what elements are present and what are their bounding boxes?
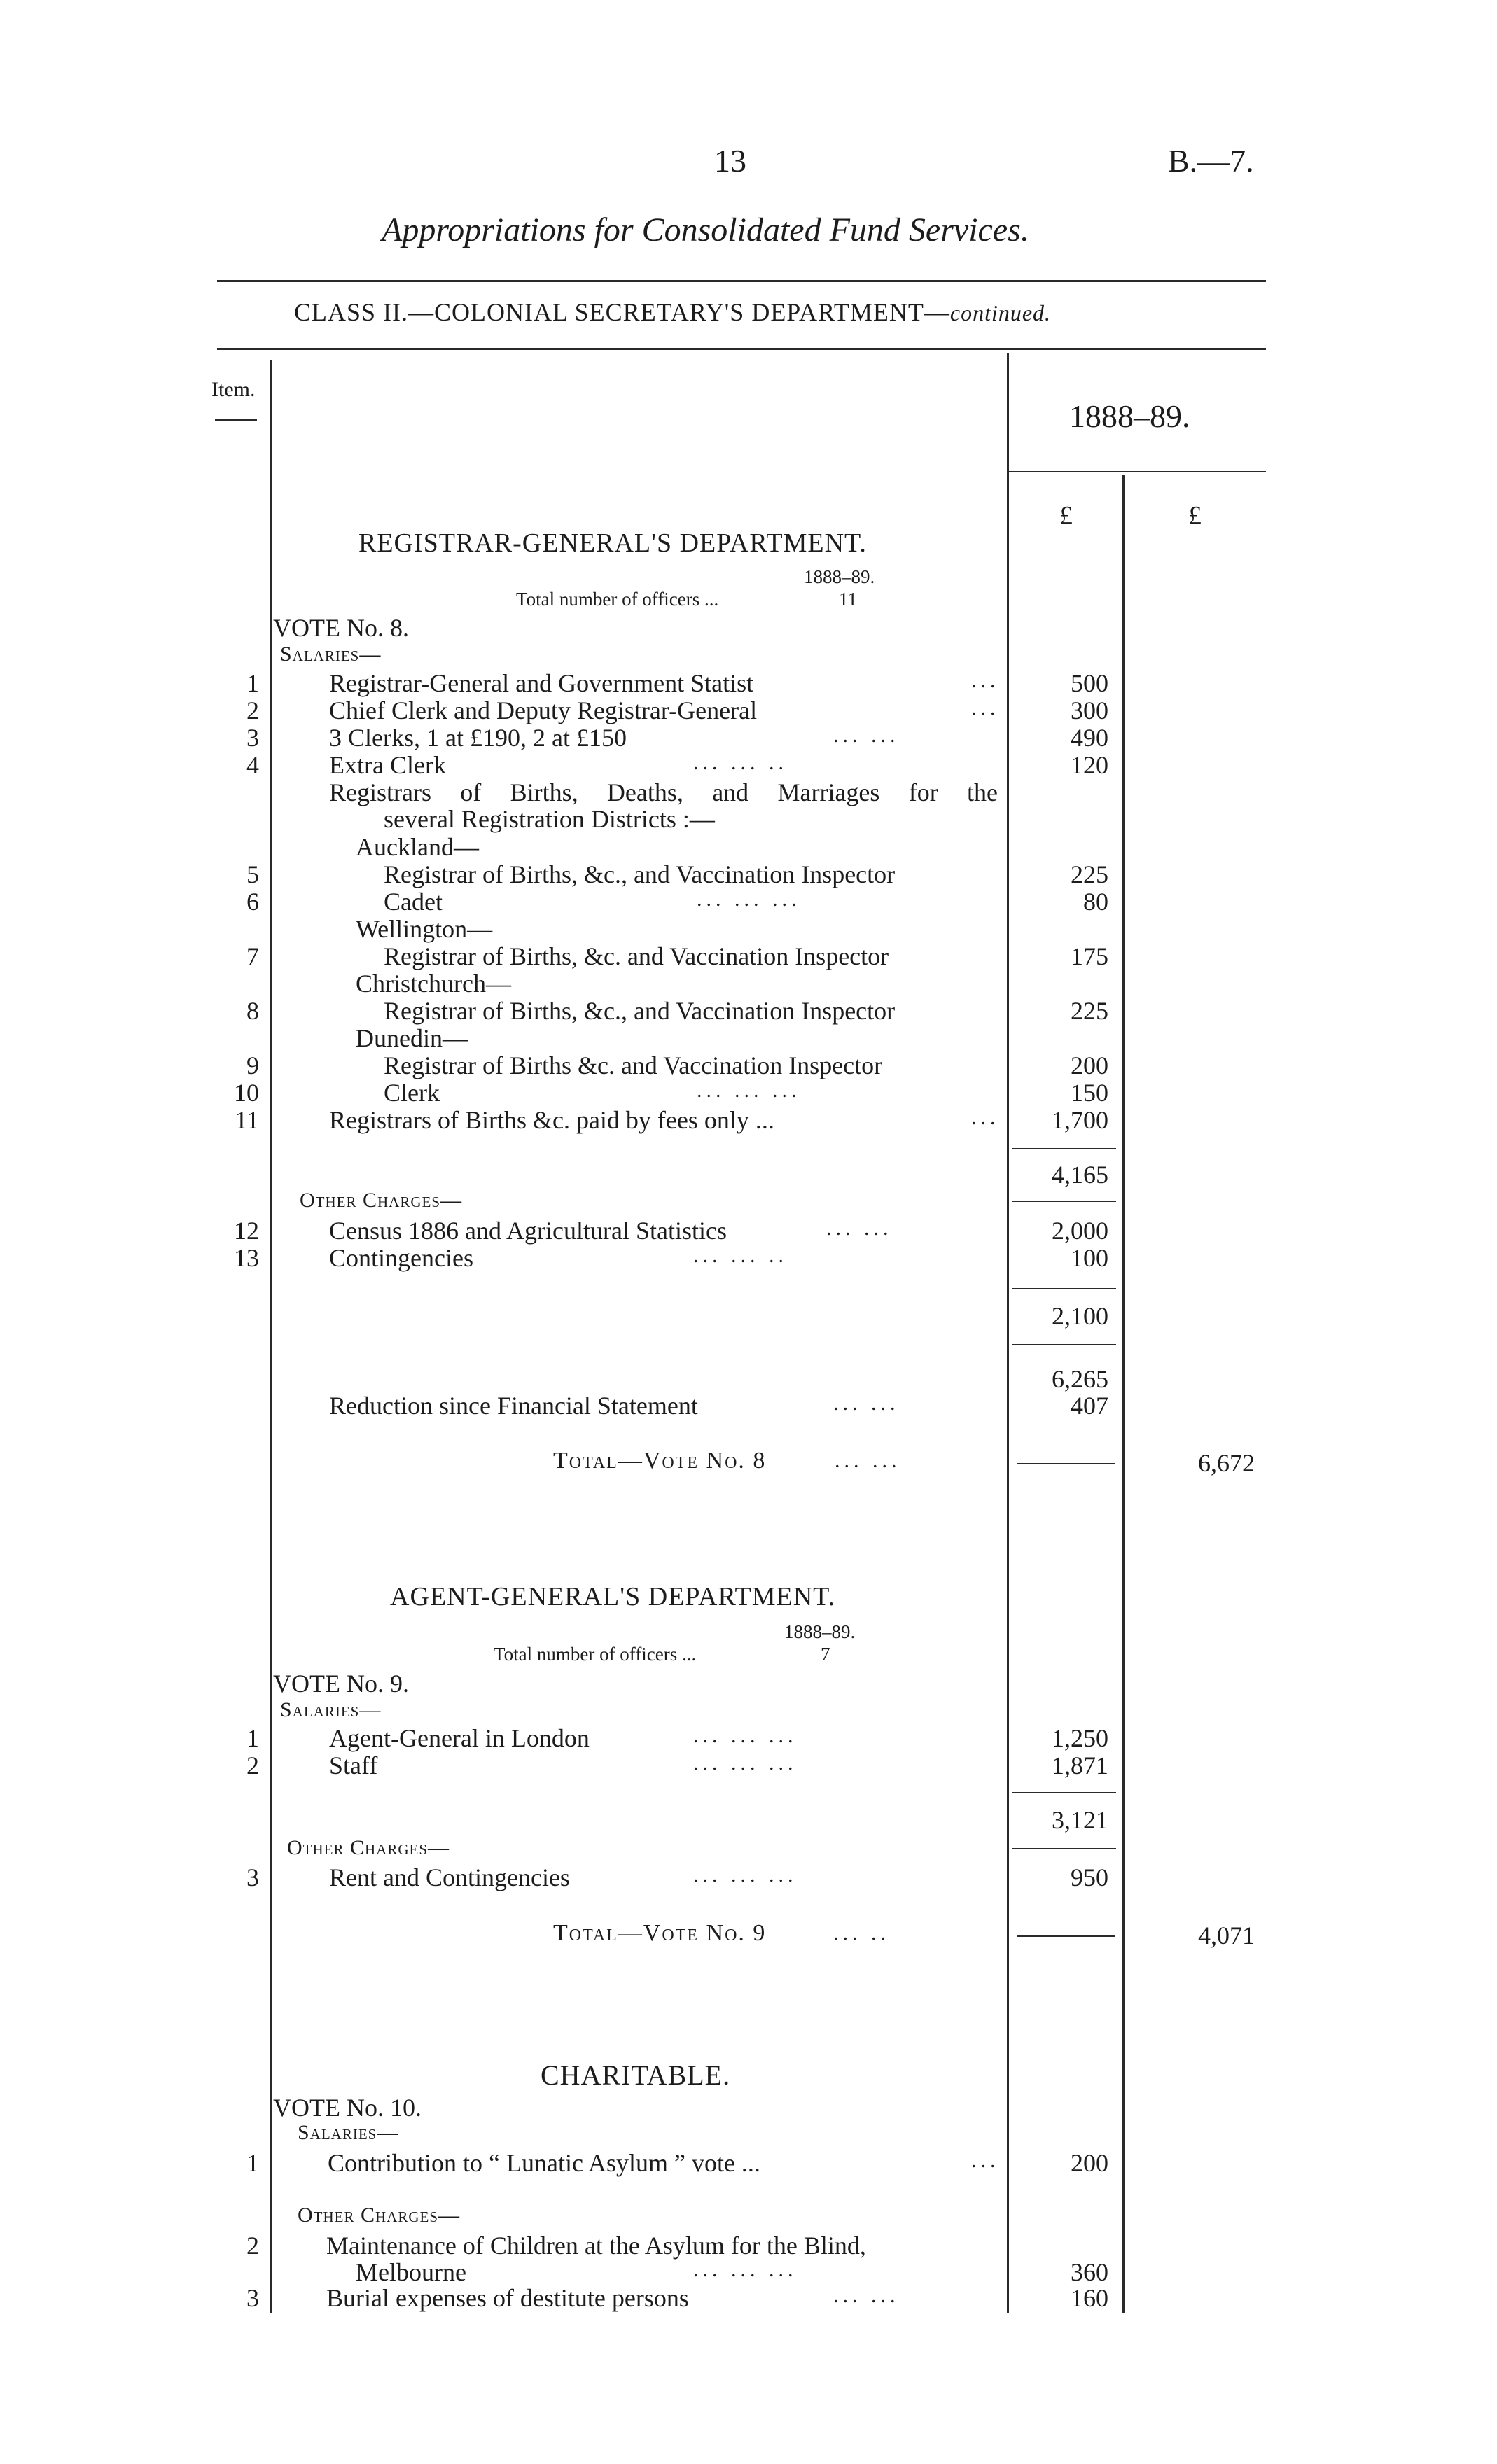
item-number: 1 <box>246 2149 259 2177</box>
reduction-label: Reduction since Financial Statement <box>329 1392 698 1420</box>
item-number: 3 <box>246 1863 259 1891</box>
salaries-subtotal: 4,165 <box>1052 1161 1108 1189</box>
leader-dots: ... ... <box>835 1449 901 1472</box>
line-item-text: Chief Clerk and Deputy Registrar-General <box>329 696 758 724</box>
vote-heading: VOTE No. 9. <box>273 1670 409 1698</box>
line-item-text: 3 Clerks, 1 at £190, 2 at £150 <box>329 724 627 752</box>
item-number: 3 <box>246 724 259 752</box>
item-column-header: Item. <box>211 378 256 401</box>
total-label: Total—Vote No. 9 <box>553 1920 767 1946</box>
amount: 1,871 <box>1052 1751 1108 1779</box>
vote-total: 6,672 <box>1198 1449 1255 1477</box>
amount-column-divider <box>1007 354 1009 2314</box>
line-item-text: Registrar of Births, &c. and Vaccination Inspector <box>384 942 889 970</box>
item-number: 2 <box>246 1751 259 1779</box>
line-item-text: several Registration Districts :— <box>384 805 715 833</box>
amount: 150 <box>1071 1079 1108 1107</box>
subtotal-rule <box>1012 1344 1116 1345</box>
amount: 950 <box>1071 1863 1108 1891</box>
line-item-text: Clerk <box>384 1079 440 1107</box>
amount: 80 <box>1083 888 1108 916</box>
pound-sign-total-column: £ <box>1188 501 1202 531</box>
total-label: Total—Vote No. 8 <box>553 1448 767 1474</box>
officers-count: 11 <box>839 589 857 610</box>
leader-dots: ... ... ... <box>697 1079 801 1102</box>
section-title-registrar: REGISTRAR-GENERAL'S DEPARTMENT. <box>358 528 867 558</box>
class-heading <box>294 300 1051 325</box>
officers-year: 1888–89. <box>784 1621 856 1642</box>
amount: 360 <box>1071 2258 1108 2286</box>
line-item-text: Cadet <box>384 888 443 916</box>
line-item-text: Registrar of Births &c. and Vaccination Inspector <box>384 1051 883 1079</box>
header-rule-bottom <box>217 348 1266 350</box>
other-charges-heading: Other Charges— <box>300 1189 463 1212</box>
item-number: 1 <box>246 1724 259 1752</box>
line-item-text: Dunedin— <box>356 1024 468 1052</box>
amount: 225 <box>1071 860 1108 888</box>
line-item-text: Auckland— <box>356 833 479 861</box>
officers-label: Total number of officers ... <box>516 589 719 610</box>
line-item-text: Maintenance of Children at the Asylum for the Blind, <box>326 2232 866 2260</box>
item-number: 12 <box>234 1217 259 1245</box>
vote-heading: VOTE No. 8. <box>273 614 409 642</box>
item-number: 8 <box>246 997 259 1025</box>
item-number: 4 <box>246 751 259 779</box>
other-charges-subtotal: 2,100 <box>1052 1302 1108 1330</box>
total-rule <box>1017 1463 1115 1464</box>
item-number: 11 <box>235 1106 259 1134</box>
amount: 200 <box>1071 2149 1108 2177</box>
amount: 500 <box>1071 669 1108 697</box>
line-item-text: Registrars of Births &c. paid by fees only ... <box>329 1106 774 1134</box>
line-item-text: Registrar of Births, &c., and Vaccination Inspector <box>384 997 896 1025</box>
subtotal-rule <box>1012 1792 1116 1793</box>
leader-dots: ... ... ... <box>693 2258 798 2281</box>
subtotal-rule <box>1012 1848 1116 1849</box>
leader-dots: ... .. <box>833 1921 890 1945</box>
year-column-header: 1888–89. <box>1069 398 1190 434</box>
vote-total: 4,071 <box>1198 1921 1255 1949</box>
item-number: 2 <box>246 2232 259 2260</box>
amount: 300 <box>1071 696 1108 724</box>
item-number: 9 <box>246 1051 259 1079</box>
amount: 1,250 <box>1052 1724 1108 1752</box>
page-number: 13 <box>714 143 746 178</box>
salaries-heading: Salaries— <box>298 2121 399 2144</box>
leader-dots: ... <box>971 1106 1000 1129</box>
item-column-divider <box>270 360 272 2314</box>
class-heading-continued: continued. <box>949 300 1052 326</box>
line-item-text: Extra Clerk <box>329 751 446 779</box>
item-number: 1 <box>246 669 259 697</box>
amount: 490 <box>1071 724 1108 752</box>
line-item-text: Census 1886 and Agricultural Statistics <box>329 1217 727 1245</box>
line-item-text: Contingencies <box>329 1244 473 1272</box>
other-charges-heading: Other Charges— <box>298 2204 461 2227</box>
officers-year: 1888–89. <box>804 566 875 587</box>
other-charges-heading: Other Charges— <box>287 1836 450 1859</box>
reduction-amount: 407 <box>1071 1392 1108 1420</box>
leader-dots: ... ... .. <box>693 751 788 774</box>
total-column-divider <box>1122 475 1125 2314</box>
line-item-text: Registrar of Births, &c., and Vaccination Inspector <box>384 860 896 888</box>
vote-heading: VOTE No. 10. <box>273 2094 422 2122</box>
amount: 1,700 <box>1052 1106 1108 1134</box>
amount: 160 <box>1071 2284 1108 2312</box>
officers-count: 7 <box>821 1644 830 1665</box>
line-item-text: Registrars of Births, Deaths, and Marriages for the <box>329 778 998 806</box>
item-number: 5 <box>246 860 259 888</box>
line-item-text: Wellington— <box>356 915 493 943</box>
document-reference: B.—7. <box>1168 143 1254 178</box>
leader-dots: ... ... <box>833 2284 900 2307</box>
class-heading-main: CLASS II.—COLONIAL SECRETARY'S DEPARTMENT— <box>294 298 950 326</box>
line-item-text: Agent-General in London <box>329 1724 590 1752</box>
subtotal-rule <box>1012 1200 1116 1202</box>
salaries-heading: Salaries— <box>280 643 382 666</box>
item-number: 6 <box>246 888 259 916</box>
item-number: 13 <box>234 1244 259 1272</box>
item-number: 3 <box>246 2284 259 2312</box>
leader-dots: ... ... ... <box>693 1863 798 1886</box>
line-item-text: Burial expenses of destitute persons <box>326 2284 689 2312</box>
amount: 2,000 <box>1052 1217 1108 1245</box>
leader-dots: ... ... ... <box>693 1751 798 1774</box>
line-item-text: Registrar-General and Government Statist <box>329 669 754 697</box>
leader-dots: ... ... ... <box>693 1724 798 1747</box>
leader-dots: ... <box>971 696 1000 720</box>
subtotal-rule <box>1012 1148 1116 1149</box>
section-title-agent: AGENT-GENERAL'S DEPARTMENT. <box>390 1582 836 1611</box>
amount: 100 <box>1071 1244 1108 1272</box>
line-item-text: Melbourne <box>356 2258 466 2286</box>
leader-dots: ... <box>971 669 1000 692</box>
leader-dots: ... ... <box>826 1217 893 1240</box>
salaries-subtotal: 3,121 <box>1052 1806 1108 1834</box>
line-item-text: Rent and Contingencies <box>329 1863 570 1891</box>
total-rule <box>1017 1935 1115 1937</box>
item-header-rule <box>215 419 257 421</box>
salaries-heading: Salaries— <box>280 1698 382 1721</box>
amount: 120 <box>1071 751 1108 779</box>
amount: 225 <box>1071 997 1108 1025</box>
leader-dots: ... ... .. <box>693 1244 788 1267</box>
officers-label: Total number of officers ... <box>494 1644 697 1665</box>
item-number: 7 <box>246 942 259 970</box>
item-number: 10 <box>234 1079 259 1107</box>
leader-dots: ... ... <box>833 724 900 747</box>
amount: 175 <box>1071 942 1108 970</box>
leader-dots: ... ... ... <box>697 888 801 911</box>
header-rule-top <box>217 280 1266 282</box>
gross-total: 6,265 <box>1052 1365 1108 1393</box>
year-header-rule <box>1008 471 1266 472</box>
leader-dots: ... ... <box>833 1392 900 1415</box>
line-item-text: Christchurch— <box>356 969 511 997</box>
line-item-text: Contribution to “ Lunatic Asylum ” vote ... <box>328 2149 760 2177</box>
page-title: Appropriations for Consolidated Fund Services. <box>382 211 1029 248</box>
leader-dots: ... <box>971 2149 1000 2172</box>
amount: 200 <box>1071 1051 1108 1079</box>
line-item-text: Staff <box>329 1751 378 1779</box>
item-number: 2 <box>246 696 259 724</box>
subtotal-rule <box>1012 1288 1116 1289</box>
pound-sign-amount-column: £ <box>1059 501 1073 531</box>
section-title-charitable: CHARITABLE. <box>541 2059 731 2091</box>
